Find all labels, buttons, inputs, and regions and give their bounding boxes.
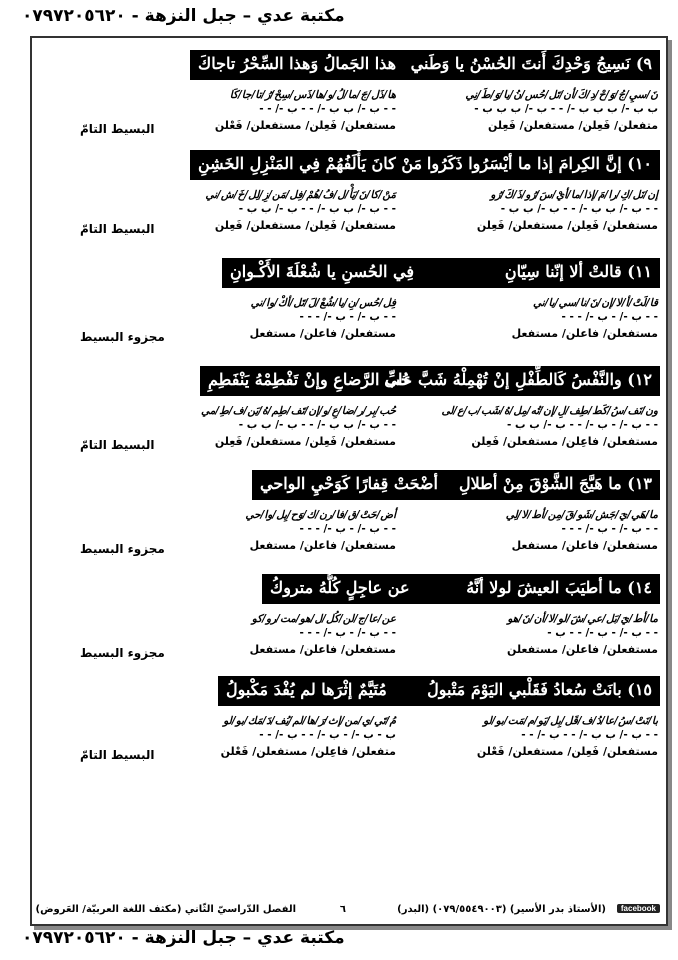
second-hemistich-scansion [250, 612, 396, 657]
tafaeel: مستفعلن/ فاعِلن/ مستفعلن/ فَعِلن [471, 435, 658, 448]
syllables: مُ/تَي/ي/من/إث/رَ/ها/لم/يُف/دَ/مَك/بو/لو [223, 715, 396, 727]
tafaeel: مستفعلن/ فَعِلن/ مستفعلن/ فَعْلن [476, 745, 658, 758]
second-hemistich-scansion [221, 714, 396, 759]
second-hemistich: هذا الجَمالُ وَهذا السِّحْرُ تاجاكَ [198, 54, 396, 73]
second-hemistich-scansion [245, 508, 396, 553]
verse-entry [32, 258, 666, 358]
footer-course: الفصل الدّراسيّ الثّاني (مكثف اللغة العربيّة/ العَروض) [35, 904, 296, 915]
meter-label: البسيط التامّ [80, 122, 155, 136]
syllables: حُب/بِر/ر/ضا/عِ/و/إن/تَف/طِم/هُ/يَن/ف/طِ/مي [200, 405, 396, 417]
verse-entry [32, 676, 666, 776]
tafaeel: مستفعلن/ فاعلن/ مستفعل [249, 539, 396, 552]
first-hemistich: ١٤) ما أطيَبَ العيشَ لولا أنَّهُ [466, 578, 652, 597]
meter-label: البسيط التامّ [80, 748, 155, 762]
page-number: ٦ [339, 904, 346, 915]
second-hemistich-scansion [201, 404, 396, 449]
verse-entry [32, 574, 666, 674]
meter-label: البسيط التامّ [80, 222, 155, 236]
syllables: عن/عا/ج/لن/كُل/ل/هو/مت/رو/كو [251, 613, 396, 625]
meter-label: مجزوء البسيط [80, 542, 165, 556]
first-hemistich: ١٢) والنَّفْسُ كَالطِّفْلِ إنْ تُهْمِلْهُ شَبَّ على [384, 370, 652, 389]
first-hemistich: ١٣) ما هَيَّجَ الشَّوْقَ مِنْ أطلالِ [458, 474, 652, 493]
second-hemistich-scansion [250, 296, 396, 341]
first-hemistich-scansion [465, 88, 658, 133]
meter-label: البسيط التامّ [80, 438, 155, 452]
footer-stamp: مكتبة عدي – جبل النزهة - ٠٧٩٧٢٠٥٦٢٠ [22, 928, 345, 948]
facebook-badge: facebook [617, 904, 660, 913]
verse-bar [222, 258, 660, 288]
tafaeel: مستفعلن/ فاعلن/ مستفعل [511, 327, 658, 340]
first-hemistich: ١٠) إنَّ الكِرامَ إذا ما أيْسَرُوا ذَكَرُوا [426, 154, 652, 173]
verse-bar [262, 574, 660, 604]
tafaeel: متفعلن/ فَعِلن/ مستفعلن/ فَعِلن [488, 119, 658, 132]
metrical-marks: - - ب -/ ب ب -/ - - ب -/ - - [521, 729, 658, 741]
footer-author: (الأستاذ بدر الأسير) (٠٧٩/٥٥٤٩٠٠٣) (البدر) [397, 904, 606, 915]
second-hemistich: فِي الحُسنِ يا شُعْلَةَ الأَكْـوانِ [230, 262, 415, 281]
tafaeel: مستفعلن/ فَعِلن/ مستفعلن/ فَعْلن [214, 119, 396, 132]
second-hemistich: أضْحَتْ قِفارًا كَوَحْيِ الواحي [260, 474, 438, 493]
first-hemistich: ١١) قالتْ ألا إنّنا سِيّانِ [504, 262, 652, 281]
syllables: مَنْ/كا/نَ/يَأْ/ل/فُ/هُمْ/فِل/مَن/زِ/لِل/خَ/ش/ني [205, 189, 396, 201]
header-stamp: مكتبة عدي – جبل النزهة - ٠٧٩٧٢٠٥٦٢٠ [22, 6, 345, 26]
meter-label: مجزوء البسيط [80, 330, 165, 344]
second-hemistich: عن عاجِلٍ كُلُّهُ متروكُ [270, 578, 410, 597]
verse-bar [200, 366, 660, 396]
syllables: قا/لَتْ/أ/لا/إن/نَ/نا/سي/يا/ني [533, 297, 658, 309]
first-hemistich-scansion [477, 714, 658, 759]
metrical-marks: - - ب -/ - ب -/ - - - [299, 627, 396, 639]
metrical-marks: - - ب -/ - ب -/ - - - [299, 523, 396, 535]
verse-bar [252, 470, 660, 500]
first-hemistich-scansion [512, 296, 658, 341]
metrical-marks: - - ب -/ - ب -/ - - - [561, 311, 658, 323]
first-hemistich: ٩) نَسِيجُ وَحْدِكَ أَنتَ الحُسْنُ يا وَطَني [410, 54, 652, 73]
meter-label: مجزوء البسيط [80, 646, 165, 660]
second-hemistich-scansion [205, 188, 396, 233]
metrical-marks: - - ب -/ ب ب -/ - - ب -/ ب ب - [238, 203, 396, 215]
tafaeel: مستفعلن/ فَعِلن/ مستفعلن/ فَعِلن [214, 219, 396, 232]
tafaeel: متفعلن/ فاعِلن/ مستفعلن/ فَعْلن [220, 745, 396, 758]
tafaeel: مستفعلن/ فَعِلن/ مستفعلن/ فَعِلن [214, 435, 396, 448]
metrical-marks: - - ب -/ - ب -/ - - - [561, 523, 658, 535]
verse-entry [32, 50, 666, 150]
metrical-marks: - - ب -/ - ب -/ - - ب -/ ب ب - [506, 419, 658, 431]
metrical-marks: ب - ب -/ - ب -/ - - ب -/ - - [259, 729, 396, 741]
first-hemistich-scansion [507, 612, 658, 657]
tafaeel: مستفعلن/ فاعلن/ مستفعل [249, 327, 396, 340]
second-hemistich: مُتَيَّمٌ إثْرَها لم يُفْدَ مَكْبولُ [226, 680, 387, 699]
first-hemistich-scansion [441, 404, 658, 449]
verse-entry [32, 366, 666, 466]
second-hemistich-scansion [215, 88, 396, 133]
metrical-marks: - - ب -/ ب ب -/ - - ب -/ ب ب - [238, 419, 396, 431]
syllables: نَ/سيِ/جُ/وَ/حْ/دِ/كَ/أن/تَل/حُس/نُ/يا/وَ/طَ/نِي [465, 89, 658, 101]
tafaeel: مستفعلن/ فاعلن/ مستفعل [511, 539, 658, 552]
metrical-marks: ب ب -/ ب ب ب -/ - - ب -/ ب ب ب - [474, 103, 658, 115]
first-hemistich-scansion [506, 508, 658, 553]
metrical-marks: - - ب -/ ب ب -/ - - ب -/ - - [259, 103, 396, 115]
first-hemistich: ١٥) بانَتْ سُعادُ فَقَلْبي اليَوْمَ مَتْبولُ [427, 680, 652, 699]
syllables: ها/ذَل/جَ/ما/لُ/و/ها/ذَس/سِحْ/رُ/تا/جا/كَا [229, 89, 396, 101]
page-frame [30, 36, 668, 926]
syllables: ما/أط/يَ/بَل/عي/شَ/لو/لا/أن/نَ/هو [507, 613, 658, 625]
footer [32, 902, 666, 920]
second-hemistich: حُبِّ الرَّضاعِ وإنْ تَفْطِمْهُ يَنْفَطِمِ [208, 370, 411, 389]
syllables: ون/نَف/سُ/كَط/طِف/لِ/إن/تُه/مِل/هُ/شَب/ب/ع/لى [441, 405, 658, 417]
verse-bar [190, 50, 660, 80]
tafaeel: مستفعلن/ فاعلن/ مستفعل [249, 643, 396, 656]
syllables: با/نَتْ/سُ/عا/دُ/ف/قَل/بِل/يَو/م/مَت/بو/لو [483, 715, 658, 727]
tafaeel: مستفعلن/ فاعلن/ مستفعلن [507, 643, 658, 656]
verse-entry [32, 150, 666, 250]
metrical-marks: - - ب -/ ب ب -/ - - ب -/ ب ب - [500, 203, 658, 215]
syllables: ما/هَي/يَ/جَش/شَو/قَ/مِن/أط/لا/لِي [505, 509, 658, 521]
second-hemistich: مَنْ كانَ يَأْلَفُهُمْ فِي المَنْزِلِ الخَشِنِ [198, 154, 423, 173]
syllables: أض/حَتْ/ق/فا/رن/ك/وَح/يِل/وا/حي [245, 509, 396, 521]
verse-entry [32, 470, 666, 570]
syllables: إن/نَل/كِ/را/مَ/إذا/ما/أيْ/سَ/رُو/ذَ/كَ/رُو [490, 189, 658, 201]
verse-bar [190, 150, 660, 180]
verse-bar [218, 676, 660, 706]
tafaeel: مستفعلن/ فَعِلن/ مستفعلن/ فَعِلن [476, 219, 658, 232]
first-hemistich-scansion [477, 188, 658, 233]
metrical-marks: - - ب -/ - ب -/ - - ب - [547, 627, 658, 639]
metrical-marks: - - ب -/ - ب -/ - - - [299, 311, 396, 323]
syllables: فِل/حُس/نِ/يا/شُعْ/لَ/تَل/أكْ/وا/ني [250, 297, 396, 309]
